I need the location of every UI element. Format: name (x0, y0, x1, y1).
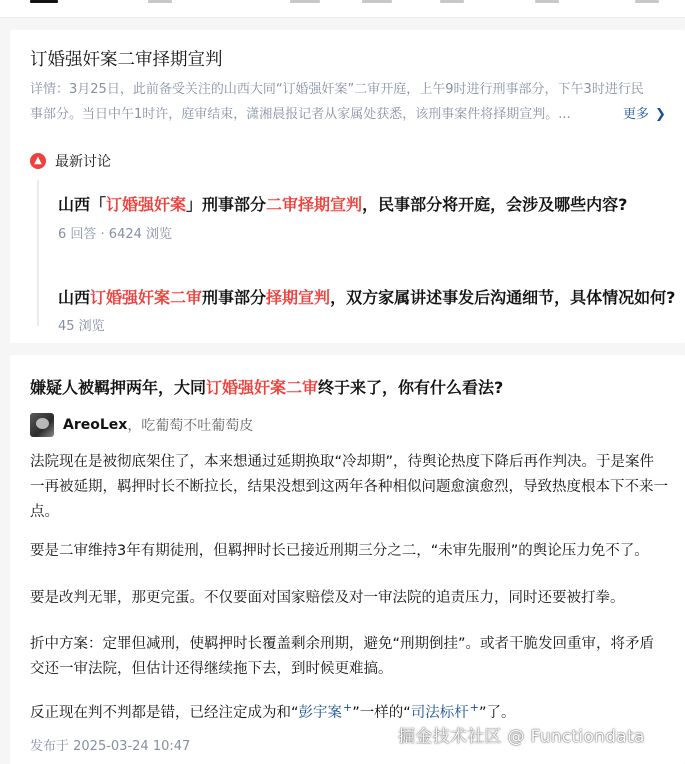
discussion-meta: 45 浏览 (58, 319, 105, 334)
answer-paragraph: 要是改判无罪，那更完蛋。不仅要面对国家赔偿及对一审法院的追责压力，同时还要被打拳。 (30, 590, 625, 606)
author-bio: ，吃葡萄不吐葡萄皮 (127, 418, 254, 434)
topic-detail-line: 详情：3月25日，此前备受关注的山西大同“订婚强奸案”二审开庭，上午9时进行刑事部分，下午3时进行民 (30, 82, 644, 97)
topic-title[interactable]: 订婚强奸案二审择期宣判 (30, 50, 223, 70)
fire-icon: ▲ (30, 153, 46, 169)
plus-icon: + (343, 701, 353, 715)
tab-hint (535, 0, 559, 3)
discussion-meta: 6 回答 · 6424 浏览 (58, 227, 173, 242)
answer-question-title[interactable]: 嫌疑人被羁押两年，大同订婚强奸案二审终于来了，你有什么看法? (30, 378, 504, 397)
author-name[interactable]: AreoLex (63, 417, 128, 433)
answer-paragraph: 反正现在判不判都是错，已经注定成为和“彭宇案+”一样的“司法标杆+”了。 (30, 701, 516, 721)
plus-icon: + (469, 701, 479, 715)
topic-detail-line: 事部分。当日中午1时许，庭审结束，潇湘晨报记者从家属处获悉，该刑事案件将择期宣判。... (30, 107, 571, 122)
tab-hint (440, 0, 464, 3)
author-info (30, 413, 253, 437)
tab-hint (362, 0, 392, 3)
top-nav-bar (0, 0, 685, 18)
discussion-divider (37, 180, 39, 326)
topic-detail (30, 77, 685, 127)
keyword-link[interactable]: 司法标杆+ (410, 701, 479, 721)
answer-paragraph: 要是二审维持3年有期徒刑，但羁押时长已接近刑期三分之二，“未审先服刑”的舆论压力免不了。 (30, 543, 649, 559)
keyword-link[interactable]: 彭宇案+ (298, 701, 353, 721)
tab-hint (290, 0, 320, 3)
answer-paragraph: 法院现在是被彻底架住了，本来想通过延期换取“冷却期”，待舆论热度下降后再作判决。于是案件 一再被延期，羁押时长不断拉长，结果没想到这两年各种相似问题愈演愈烈，导致热度根本下不来一 点。 (30, 454, 668, 520)
tab-indicator (30, 0, 58, 3)
tab-hint (148, 0, 172, 3)
latest-discussion-label: 最新讨论 (55, 154, 111, 170)
discussion-question-title[interactable]: 山西订婚强奸案二审刑事部分择期宣判，双方家属讲述事发后沟通细节，具体情况如何? (58, 288, 676, 307)
more-button[interactable] (623, 102, 666, 127)
topic-card (10, 30, 685, 343)
chevron-right-icon: ❯ (655, 107, 666, 122)
latest-discussion-header (30, 151, 111, 171)
answer-paragraph: 折中方案：定罪但减刑，使羁押时长覆盖剩余刑期，避免“刑期倒挂”。或者干脆发回重审，将矛盾 交还一审法院，但估计还得继续拖下去，到时候更难搞。 (30, 636, 655, 677)
watermark: 掘金技术社区 @ Functiondata (398, 727, 645, 747)
avatar[interactable] (30, 413, 54, 437)
answer-card (10, 355, 685, 764)
discussion-question-title[interactable]: 山西「订婚强奸案」刑事部分二审择期宣判，民事部分将开庭，会涉及哪些内容? (58, 195, 628, 214)
more-label: 更多 (623, 107, 650, 122)
posted-time[interactable]: 发布于 2025-03-24 10:47 (30, 739, 191, 754)
tab-hint (635, 0, 659, 3)
